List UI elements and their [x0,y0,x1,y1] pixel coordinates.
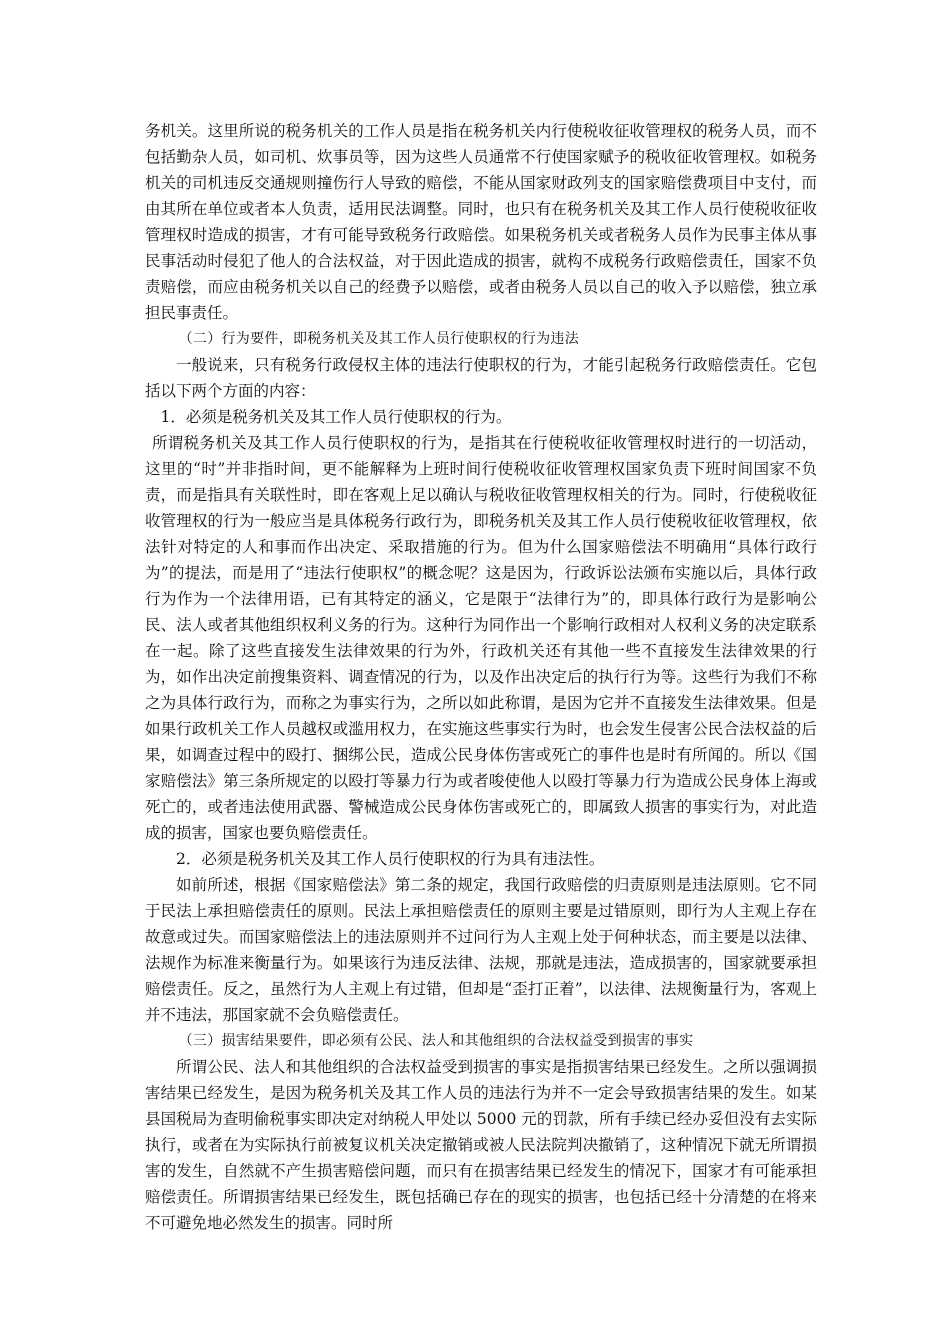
paragraph: 如前所述，根据《国家赔偿法》第二条的规定，我国行政赔偿的归责原则是违法原则。它不同于民法上承担赔偿责任的原则。民法上承担赔偿责任的原则主要是过错原则，即行为人主观上存在故意或过失。而国家赔偿法上的违法原则并不过问行为人主观上处于何种状态，而主要是以法律、法规作为标准来衡量行为。如果该行为违反法律、法规，那就是违法，造成损害的，国家就要承担赔偿责任。反之，虽然行为人主观上有过错，但却是“歪打正着”，以法律、法规衡量行为，客观上并不违法，那国家就不会负赔偿责任。 [145,876,817,1024]
section-heading-2: （二）行为要件，即税务机关及其工作人员行使职权的行为违法 [178,331,579,347]
list-item-2: 2．必须是税务机关及其工作人员行使职权的行为具有违法性。 [176,850,605,868]
list-item-1: 1．必须是税务机关及其工作人员行使职权的行为。 [160,408,512,426]
paragraph: 所谓税务机关及其工作人员行使职权的行为，是指其在行使税收征收管理权时进行的一切活动，这里的“时”并非指时间，更不能解释为上班时间行使税收征收管理权国家负责下班时间国家不负责，而是指具有关联性时，即在客观上足以确认与税收征收管理权相关的行为。同时，行使税收征收管理权的行为一般应当是具体税务行政行为，即税务机关及其工作人员行使税收征收管理权，依法针对特定的人和事而作出决定、采取措施的行为。但为什么国家赔偿法不明确用“具体行政行为”的提法，而是用了“违法行使职权”的概念呢？这是因为，行政诉讼法颁布实施以后，具体行政行为作为一个法律用语，已有其特定的涵义，它是限于“法律行为”的，即具体行政行为是影响公民、法人或者其他组织权利义务的行为。这种行为同作出一个影响行政相对人权利义务的决定联系在一起。除了这些直接发生法律效果的行为外，行政机关还有其他一些不直接发生法律效果的行为，如作出决定前搜集资料、调查情况的行为，以及作出决定后的执行行为等。这些行为我们不称之为具体行政行为，而称之为事实行为，之所以如此称谓，是因为它并不直接发生法律效果。但是如果行政机关工作人员越权或滥用权力，在实施这些事实行为时，也会发生侵害公民合法权益的后果，如调查过程中的殴打、捆绑公民，造成公民身体伤害或死亡的事件也是时有所闻的。所以《国家赔偿法》第三条所规定的以殴打等暴力行为或者唆使他人以殴打等暴力行为造成公民身体上海或死亡的，或者违法使用武器、警械造成公民身体伤害或死亡的，即属致人损害的事实行为，对此造成的损害，国家也要负赔偿责任。 [145,434,817,842]
paragraph: 所谓公民、法人和其他组织的合法权益受到损害的事实是指损害结果已经发生。之所以强调损害结果已经发生，是因为税务机关及其工作人员的违法行为并不一定会导致损害结果的发生。如某县国税局为查明偷税事实即决定对纳税人甲处以 5000 元的罚款，所有手续已经办妥但没有去实际执行，或者在为实际执行前被复议机关决定撤销或被人民法院判决撤销了，这种情况下就无所谓损害的发生，自然就不产生损害赔偿问题，而只有在损害结果已经发生的情况下，国家才有可能承担赔偿责任。所谓损害结果已经发生，既包括确已存在的现实的损害，也包括已经十分清楚的在将来不可避免地必然发生的损害。同时所 [145,1058,817,1232]
paragraph-continuation: 务机关。这里所说的税务机关的工作人员是指在税务机关内行使税收征收管理权的税务人员，而不包括勤杂人员，如司机、炊事员等，因为这些人员通常不行使国家赋予的税收征收管理权。如税务机关的司机违反交通规则撞伤行人导致的赔偿，不能从国家财政列支的国家赔偿费项目中支付，而由其所在单位或者本人负责，适用民法调整。同时，也只有在税务机关及其工作人员行使税收征收管理权时造成的损害，才有可能导致税务行政赔偿。如果税务机关或者税务人员作为民事主体从事民事活动时侵犯了他人的合法权益，对于因此造成的损害，就构不成税务行政赔偿责任，国家不负责赔偿，而应由税务机关以自己的经费予以赔偿，或者由税务人员以自己的收入予以赔偿，独立承担民事责任。 [145,122,817,322]
paragraph: 一般说来，只有税务行政侵权主体的违法行使职权的行为，才能引起税务行政赔偿责任。它包括以下两个方面的内容： [145,356,817,400]
section-heading-3: （三）损害结果要件，即必须有公民、法人和其他组织的合法权益受到损害的事实 [178,1033,694,1049]
document-body [145,118,817,1236]
